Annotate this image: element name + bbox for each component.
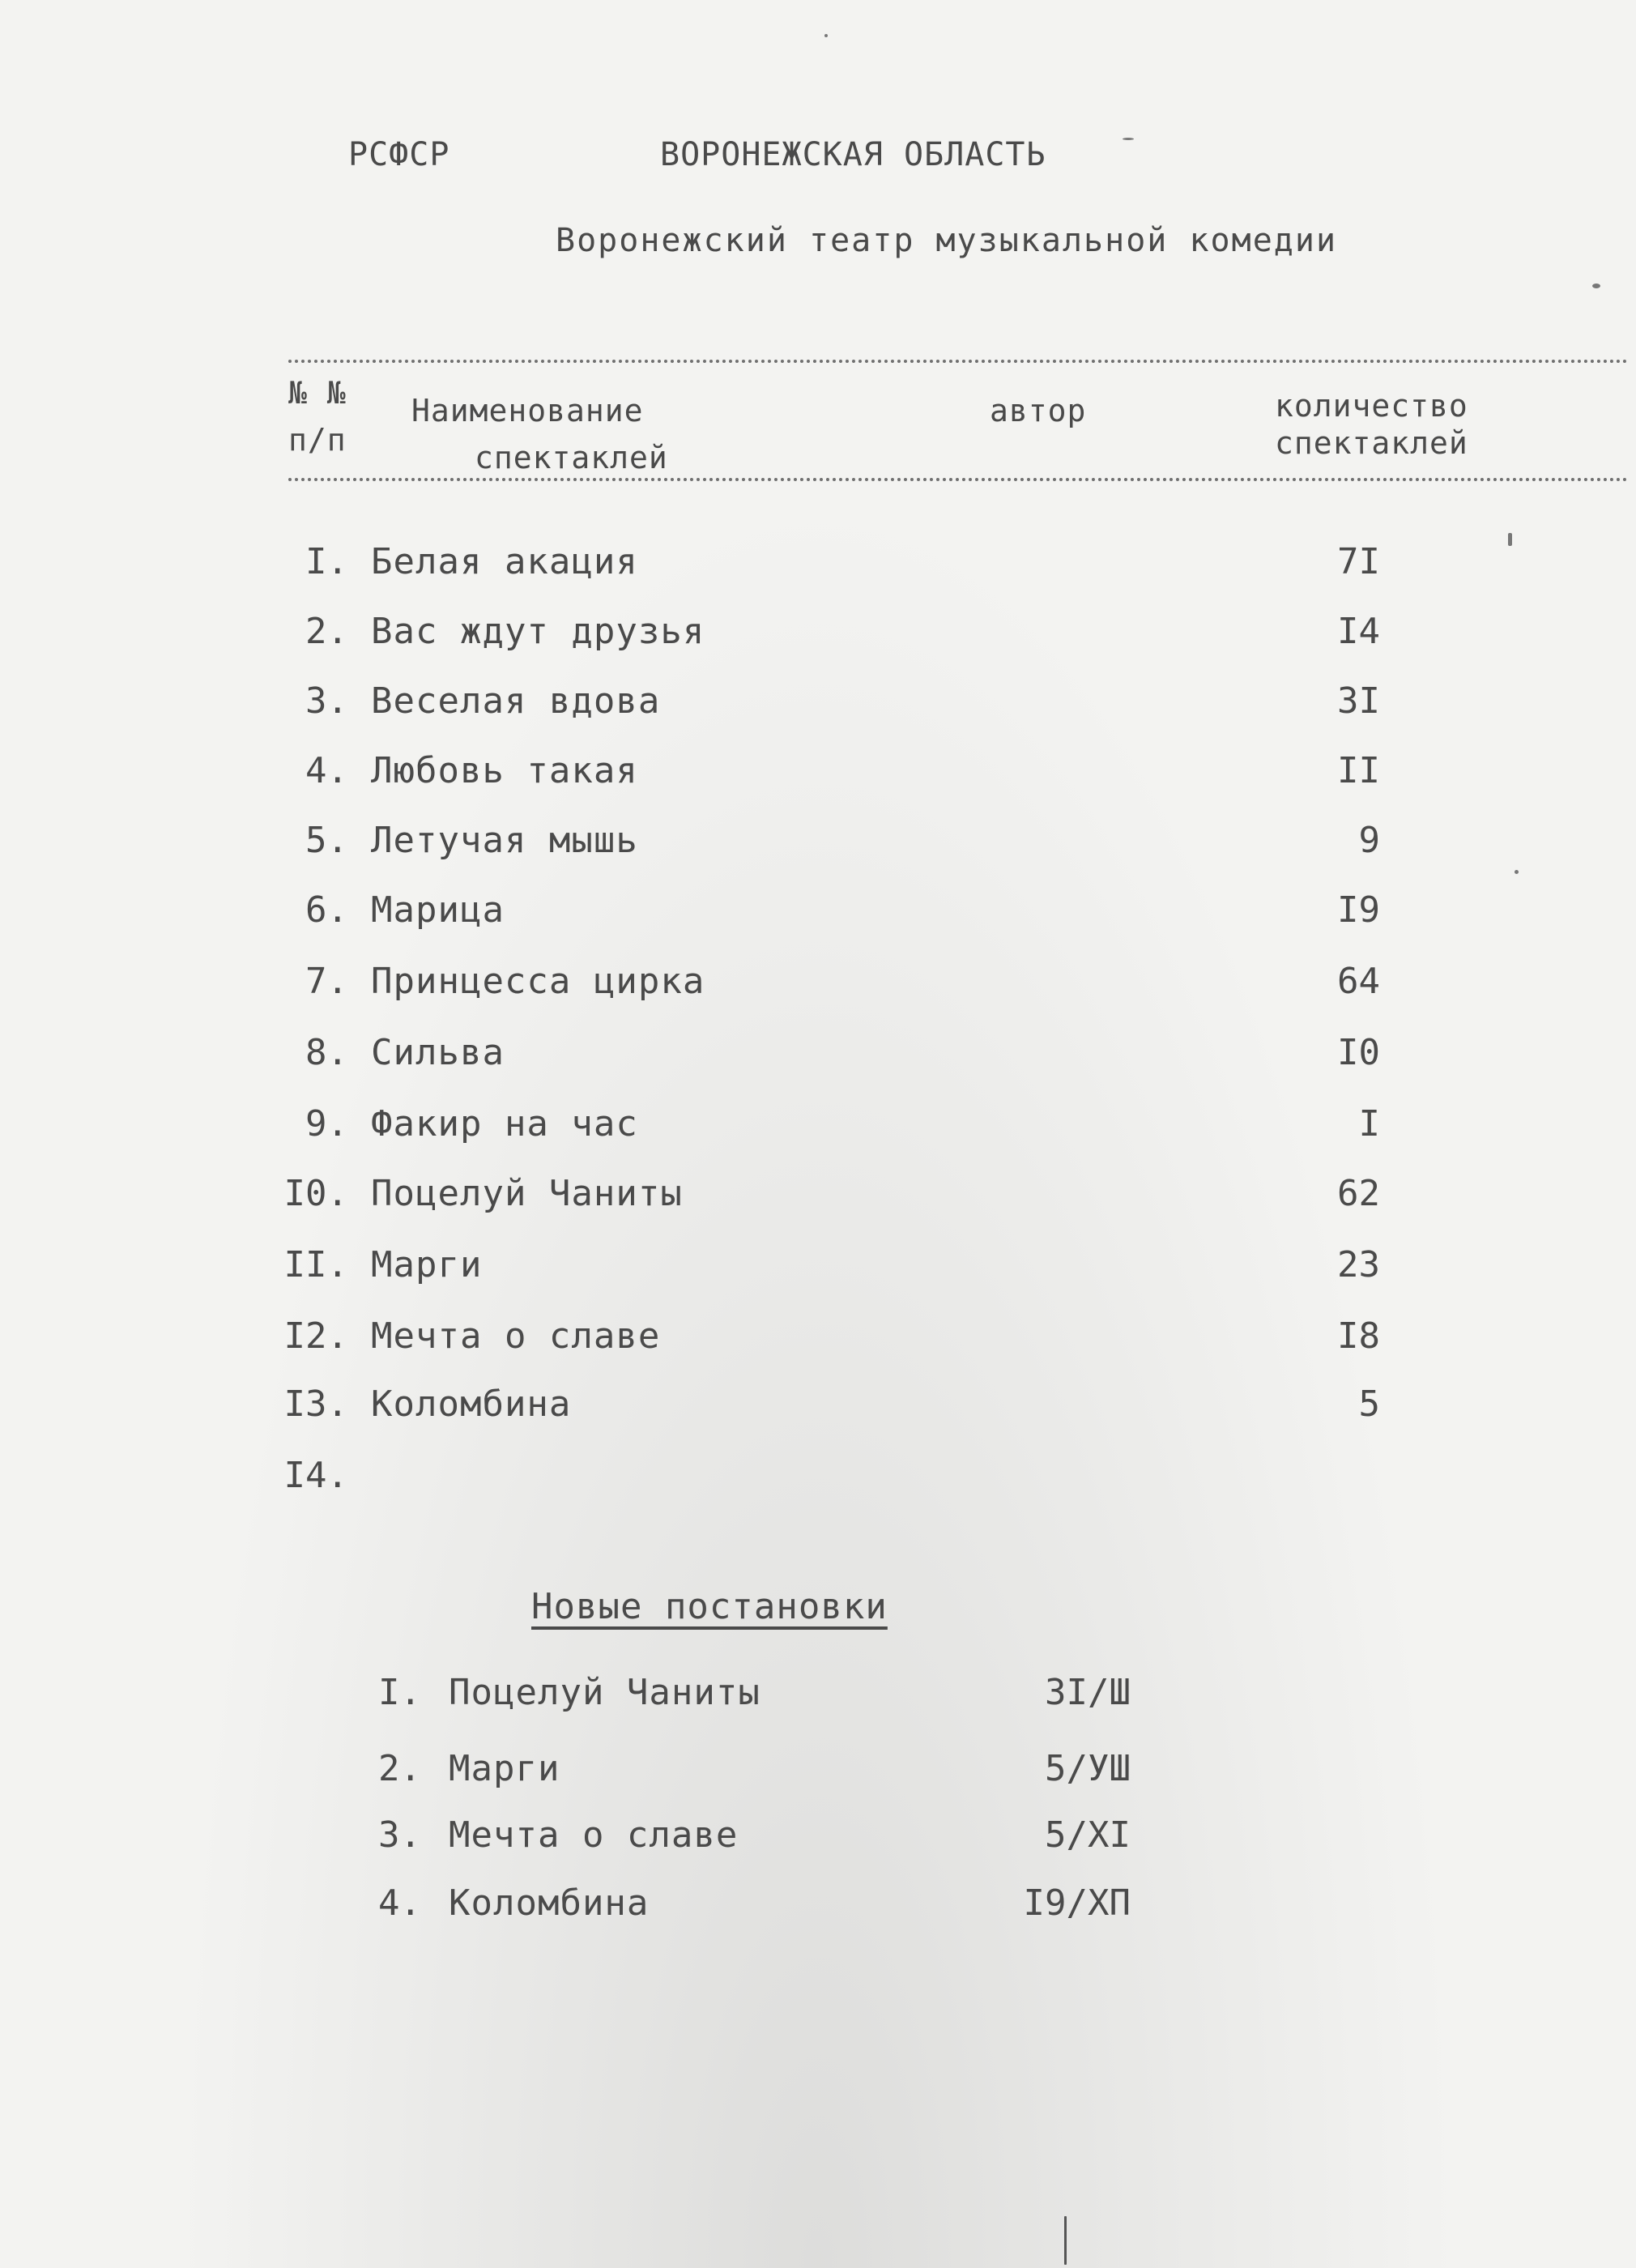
row-title: Веселая вдова [371, 680, 661, 722]
row-count: II [1337, 750, 1380, 791]
row-number: 2. [305, 611, 348, 652]
col-author-header: автор [990, 393, 1087, 428]
row-title: Вас ждут друзья [371, 611, 705, 652]
new-item-number: 3. [378, 1814, 421, 1856]
row-count: I [1358, 1103, 1380, 1145]
row-number: I2. [283, 1315, 348, 1357]
row-title: Летучая мышь [371, 820, 638, 861]
new-item-title: Мечта о славе [449, 1814, 739, 1856]
scan-speck [824, 34, 828, 37]
row-title: Любовь такая [371, 750, 638, 791]
row-number: 3. [305, 680, 348, 722]
scan-speck [1123, 138, 1134, 140]
table-header-bottom-rule [288, 478, 1628, 481]
new-item-number: I. [378, 1672, 421, 1713]
row-count: 64 [1337, 961, 1380, 1002]
col-title-line2: спектаклей [475, 440, 668, 475]
col-count-header [1275, 387, 1468, 462]
region-label: ВОРОНЕЖСКАЯ ОБЛАСТЬ [660, 136, 1046, 173]
row-number: I3. [283, 1383, 348, 1425]
row-title: Марги [371, 1244, 483, 1285]
row-number: 9. [305, 1103, 348, 1145]
row-number: II. [283, 1244, 348, 1285]
row-number: 6. [305, 889, 348, 931]
row-title: Факир на час [371, 1103, 638, 1145]
col-number-line1: № № [288, 375, 347, 411]
row-number: 8. [305, 1032, 348, 1073]
row-count: 7I [1337, 541, 1380, 582]
row-count: 3I [1337, 680, 1380, 722]
table-top-rule [288, 360, 1628, 363]
new-item-number: 2. [378, 1748, 421, 1789]
row-count: 62 [1337, 1173, 1380, 1214]
row-number: I0. [283, 1173, 348, 1214]
row-count: I8 [1337, 1315, 1380, 1357]
col-title-line1: Наименование [411, 393, 644, 428]
new-item-date: 5/XI [1045, 1814, 1131, 1856]
row-count: I0 [1337, 1032, 1380, 1073]
col-number-line2: п/п [288, 422, 347, 458]
row-title: Мечта о славе [371, 1315, 661, 1357]
scan-speck [1515, 870, 1519, 874]
row-count: I9 [1337, 889, 1380, 931]
new-item-date: I9/XП [1023, 1882, 1131, 1924]
col-count-line2: спектаклей [1275, 425, 1468, 461]
country-label: РСФСР [348, 136, 450, 173]
row-count: 9 [1358, 820, 1380, 861]
row-number: I4. [283, 1455, 348, 1496]
theater-title: Воронежский театр музыкальной комедии [556, 222, 1338, 259]
row-title: Коломбина [371, 1383, 572, 1425]
new-item-title: Марги [449, 1748, 560, 1789]
scan-speck [1592, 284, 1600, 288]
new-item-date: 5/УШ [1045, 1748, 1131, 1789]
row-number: 5. [305, 820, 348, 861]
new-item-number: 4. [378, 1882, 421, 1924]
row-count: 23 [1337, 1244, 1380, 1285]
row-number: I. [305, 541, 348, 582]
row-title: Белая акация [371, 541, 638, 582]
row-title: Сильва [371, 1032, 505, 1073]
col-number-header [288, 369, 347, 463]
new-productions-title: Новые постановки [531, 1586, 888, 1627]
row-number: 4. [305, 750, 348, 791]
col-title-header [411, 387, 668, 481]
row-number: 7. [305, 961, 348, 1002]
row-title: Принцесса цирка [371, 961, 705, 1002]
row-count: 5 [1358, 1383, 1380, 1425]
row-count: I4 [1337, 611, 1380, 652]
scan-speck [1064, 2216, 1067, 2265]
scan-speck [1508, 533, 1512, 546]
new-item-title: Коломбина [449, 1882, 650, 1924]
new-item-date: 3I/Ш [1045, 1672, 1131, 1713]
new-item-title: Поцелуй Чаниты [449, 1672, 760, 1713]
row-title: Марица [371, 889, 505, 931]
row-title: Поцелуй Чаниты [371, 1173, 683, 1214]
col-count-line1: количество [1275, 388, 1468, 424]
